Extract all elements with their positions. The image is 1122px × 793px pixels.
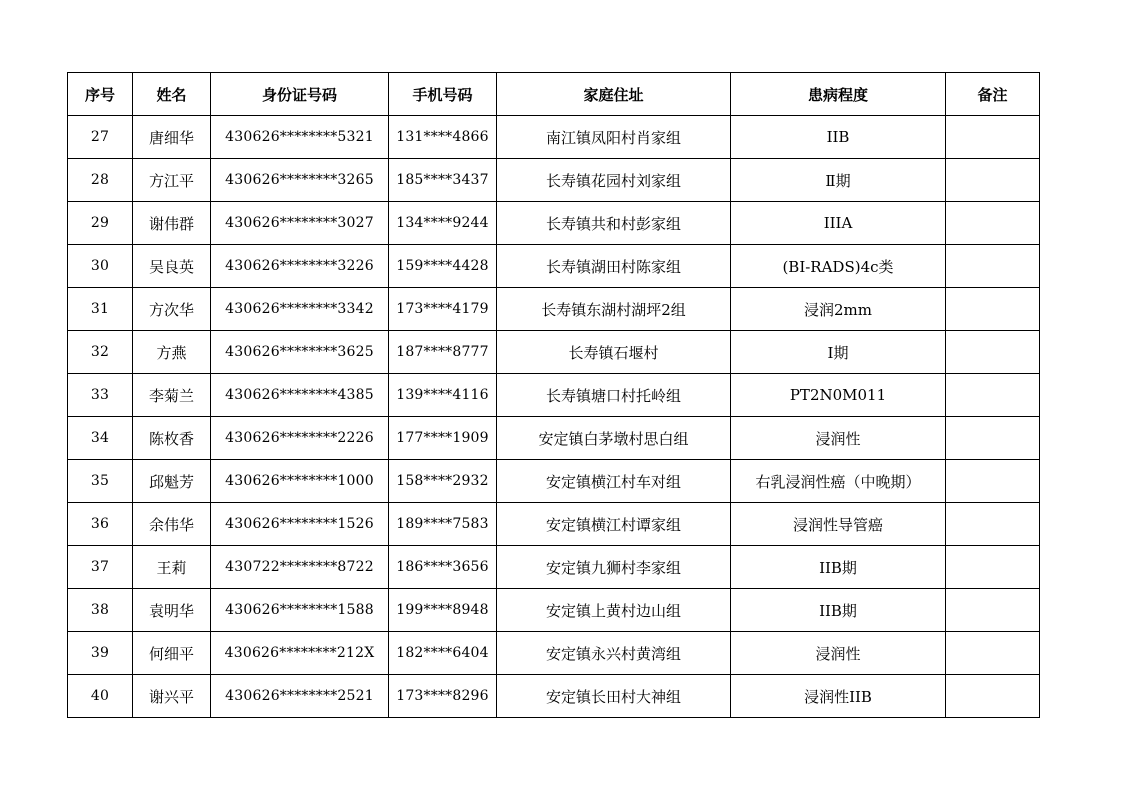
- cell-note: [946, 417, 1040, 460]
- table-row: [68, 675, 1040, 718]
- table-row: [68, 503, 1040, 546]
- cell-note: [946, 116, 1040, 159]
- cell-note: [946, 632, 1040, 675]
- cell-id-number: 430722********8722: [211, 546, 389, 589]
- cell-id-number: 430626********3265: [211, 159, 389, 202]
- header-address: 家庭住址: [497, 73, 731, 116]
- cell-phone: 199****8948: [389, 589, 497, 632]
- cell-id-number: 430626********5321: [211, 116, 389, 159]
- table-row: [68, 417, 1040, 460]
- cell-phone: 131****4866: [389, 116, 497, 159]
- cell-id-number: 430626********4385: [211, 374, 389, 417]
- cell-address: 安定镇长田村大神组: [497, 675, 731, 718]
- cell-note: [946, 503, 1040, 546]
- cell-serial: 31: [68, 288, 133, 331]
- cell-condition: Ⅱ期: [731, 159, 946, 202]
- cell-phone: 187****8777: [389, 331, 497, 374]
- cell-condition: IIB期: [731, 589, 946, 632]
- cell-phone: 189****7583: [389, 503, 497, 546]
- cell-serial: 38: [68, 589, 133, 632]
- table-row: [68, 589, 1040, 632]
- cell-condition: 浸润性导管癌: [731, 503, 946, 546]
- table-row: [68, 374, 1040, 417]
- cell-address: 安定镇上黄村边山组: [497, 589, 731, 632]
- cell-serial: 40: [68, 675, 133, 718]
- cell-id-number: 430626********1588: [211, 589, 389, 632]
- table-row: [68, 288, 1040, 331]
- cell-note: [946, 546, 1040, 589]
- cell-phone: 182****6404: [389, 632, 497, 675]
- cell-note: [946, 675, 1040, 718]
- cell-condition: (BI-RADS)4c类: [731, 245, 946, 288]
- cell-note: [946, 460, 1040, 503]
- cell-note: [946, 374, 1040, 417]
- cell-id-number: 430626********1526: [211, 503, 389, 546]
- cell-name: 唐细华: [133, 116, 211, 159]
- cell-serial: 32: [68, 331, 133, 374]
- table-body: [68, 116, 1040, 718]
- cell-serial: 33: [68, 374, 133, 417]
- cell-id-number: 430626********2521: [211, 675, 389, 718]
- table-row: [68, 202, 1040, 245]
- cell-note: [946, 245, 1040, 288]
- cell-id-number: 430626********2226: [211, 417, 389, 460]
- cell-condition: 浸润性IIB: [731, 675, 946, 718]
- header-name: 姓名: [133, 73, 211, 116]
- cell-id-number: 430626********3625: [211, 331, 389, 374]
- cell-id-number: 430626********3342: [211, 288, 389, 331]
- cell-note: [946, 288, 1040, 331]
- cell-serial: 35: [68, 460, 133, 503]
- patient-table: [67, 72, 1040, 718]
- cell-name: 李菊兰: [133, 374, 211, 417]
- cell-name: 谢兴平: [133, 675, 211, 718]
- cell-phone: 185****3437: [389, 159, 497, 202]
- cell-address: 长寿镇塘口村托岭组: [497, 374, 731, 417]
- cell-condition: 浸润性: [731, 417, 946, 460]
- table-row: [68, 159, 1040, 202]
- cell-note: [946, 159, 1040, 202]
- cell-name: 何细平: [133, 632, 211, 675]
- cell-address: 长寿镇湖田村陈家组: [497, 245, 731, 288]
- cell-address: 安定镇横江村车对组: [497, 460, 731, 503]
- cell-address: 长寿镇东湖村湖坪2组: [497, 288, 731, 331]
- cell-condition: 浸润性: [731, 632, 946, 675]
- cell-name: 余伟华: [133, 503, 211, 546]
- cell-address: 长寿镇石堰村: [497, 331, 731, 374]
- cell-serial: 29: [68, 202, 133, 245]
- cell-id-number: 430626********1000: [211, 460, 389, 503]
- cell-id-number: 430626********3027: [211, 202, 389, 245]
- cell-phone: 186****3656: [389, 546, 497, 589]
- cell-address: 长寿镇共和村彭家组: [497, 202, 731, 245]
- cell-condition: IIB期: [731, 546, 946, 589]
- cell-address: 安定镇永兴村黄湾组: [497, 632, 731, 675]
- cell-serial: 39: [68, 632, 133, 675]
- table-row: [68, 245, 1040, 288]
- cell-name: 谢伟群: [133, 202, 211, 245]
- table-row: [68, 546, 1040, 589]
- cell-condition: PT2N0M011: [731, 374, 946, 417]
- cell-name: 王莉: [133, 546, 211, 589]
- cell-condition: IIB: [731, 116, 946, 159]
- cell-address: 南江镇凤阳村肖家组: [497, 116, 731, 159]
- cell-condition: 右乳浸润性癌（中晚期）: [731, 460, 946, 503]
- cell-serial: 37: [68, 546, 133, 589]
- header-id-number: 身份证号码: [211, 73, 389, 116]
- cell-note: [946, 331, 1040, 374]
- patient-table-sheet: [67, 72, 1039, 718]
- header-condition: 患病程度: [731, 73, 946, 116]
- cell-address: 安定镇九狮村李家组: [497, 546, 731, 589]
- cell-note: [946, 589, 1040, 632]
- cell-serial: 28: [68, 159, 133, 202]
- cell-note: [946, 202, 1040, 245]
- cell-id-number: 430626********212X: [211, 632, 389, 675]
- cell-condition: 浸润2mm: [731, 288, 946, 331]
- table-row: [68, 460, 1040, 503]
- cell-phone: 159****4428: [389, 245, 497, 288]
- cell-address: 安定镇横江村谭家组: [497, 503, 731, 546]
- cell-phone: 139****4116: [389, 374, 497, 417]
- cell-condition: IIIA: [731, 202, 946, 245]
- cell-phone: 177****1909: [389, 417, 497, 460]
- cell-id-number: 430626********3226: [211, 245, 389, 288]
- cell-name: 吴良英: [133, 245, 211, 288]
- table-row: [68, 331, 1040, 374]
- cell-name: 袁明华: [133, 589, 211, 632]
- table-row: [68, 632, 1040, 675]
- cell-name: 方燕: [133, 331, 211, 374]
- cell-name: 方次华: [133, 288, 211, 331]
- table-row: [68, 116, 1040, 159]
- cell-name: 陈枚香: [133, 417, 211, 460]
- cell-condition: Ⅰ期: [731, 331, 946, 374]
- cell-phone: 158****2932: [389, 460, 497, 503]
- header-note: 备注: [946, 73, 1040, 116]
- header-row: [68, 73, 1040, 116]
- cell-serial: 34: [68, 417, 133, 460]
- cell-address: 长寿镇花园村刘家组: [497, 159, 731, 202]
- cell-name: 邱魁芳: [133, 460, 211, 503]
- cell-serial: 27: [68, 116, 133, 159]
- cell-phone: 173****8296: [389, 675, 497, 718]
- cell-phone: 173****4179: [389, 288, 497, 331]
- cell-phone: 134****9244: [389, 202, 497, 245]
- cell-address: 安定镇白茅墩村思白组: [497, 417, 731, 460]
- header-phone: 手机号码: [389, 73, 497, 116]
- cell-serial: 36: [68, 503, 133, 546]
- header-serial: 序号: [68, 73, 133, 116]
- cell-serial: 30: [68, 245, 133, 288]
- cell-name: 方江平: [133, 159, 211, 202]
